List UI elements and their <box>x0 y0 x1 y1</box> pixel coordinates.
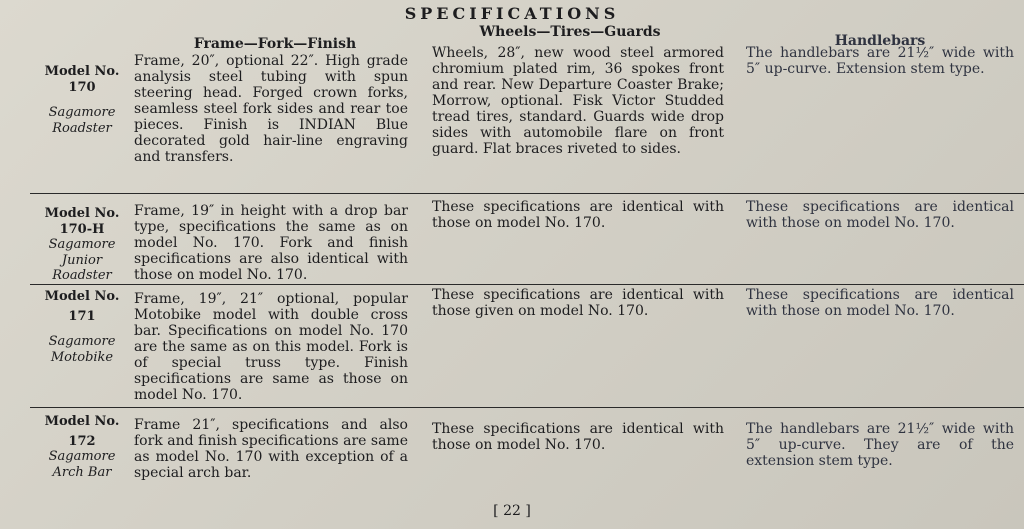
wheels-spec-text: These specifications are identical with those given on model No. 170. <box>432 287 724 319</box>
spec-row-170 <box>34 45 1022 191</box>
spec-row-172 <box>34 414 1022 496</box>
model-cell <box>34 414 130 480</box>
model-cell <box>34 289 130 365</box>
row-divider <box>30 193 1024 194</box>
frame-spec-text: Frame, 19″ in height with a drop bar type, specifications the same as on model No. 170. Fork and finish specifications are also identical with those on model No. 170. <box>134 203 408 283</box>
model-name-line-2: Arch Bar <box>52 464 112 480</box>
model-label: Model No. <box>44 64 120 79</box>
handlebars-column-header: Handlebars <box>834 33 926 49</box>
frame-spec-text: Frame, 19″, 21″ optional, popular Motobike model with double cross bar. Specifications on model No. 170 are the same as on this model. Fork is of special truss type. Finish specifications are same as those on model No. 170. <box>134 291 408 403</box>
model-number: 170 <box>68 79 96 95</box>
model-name-line-1: Sagamore <box>48 105 116 120</box>
handlebars-spec-text: These specifications are identical with those on model No. 170. <box>746 199 1014 231</box>
row-divider <box>30 284 1024 285</box>
model-cell <box>34 64 130 136</box>
model-name-line-1: Sagamore <box>48 449 116 464</box>
wheels-spec-text: These specifications are identical with those on model No. 170. <box>432 199 724 231</box>
wheels-column-header: Wheels—Tires—Guards <box>479 24 661 40</box>
handlebars-spec-text: The handlebars are 21½″ wide with 5″ up-curve. Extension stem type. <box>746 45 1014 77</box>
spec-row-170-h <box>34 201 1022 283</box>
model-label: Model No. <box>44 289 120 304</box>
wheels-spec-text: These specifications are identical with those on model No. 170. <box>432 421 724 453</box>
model-name-line-1: Sagamore <box>48 237 116 252</box>
model-number: 171 <box>68 308 96 324</box>
model-label: Model No. <box>44 206 120 221</box>
handlebars-spec-text: The handlebars are 21½″ wide with 5″ up-curve. They are of the extension stem type. <box>746 421 1014 469</box>
frame-column-header: Frame—Fork—Finish <box>193 36 357 52</box>
model-name-line-2: Junior <box>61 252 103 268</box>
model-name-line-2: Roadster <box>52 120 112 136</box>
frame-spec-text: Frame, 20″, optional 22″. High grade analysis steel tubing with spun steering head. Forged crown forks, seamless steel fork sides and rear toe pieces. Finish is INDIAN Blue decorated gold hair-line engraving and transfers. <box>134 53 408 165</box>
frame-spec-text: Frame 21″, specifications and also fork and finish specifications are same as model No. 170 with exception of a special arch bar. <box>134 417 408 481</box>
model-number: 172 <box>68 433 96 449</box>
model-name-line-2: Motobike <box>50 349 114 365</box>
page-number: [ 22 ] <box>493 503 531 519</box>
model-name-line-1: Sagamore <box>48 334 116 349</box>
model-name-line-3: Roadster <box>52 268 112 283</box>
model-number: 170-H <box>59 221 105 237</box>
wheels-spec-text: Wheels, 28″, new wood steel armored chromium plated rim, 36 spokes front and rear. New Departure Coaster Brake; Morrow, optional. Fisk Victor Studded tread tires, standard. Guards wide drop sides with automobile flare on front guard. Flat braces riveted to sides. <box>432 45 724 157</box>
page-title: SPECIFICATIONS <box>404 4 620 23</box>
model-cell <box>34 206 130 284</box>
spec-row-171 <box>34 289 1022 401</box>
model-label: Model No. <box>44 414 120 429</box>
handlebars-spec-text: These specifications are identical with those on model No. 170. <box>746 287 1014 319</box>
row-divider <box>30 407 1024 408</box>
